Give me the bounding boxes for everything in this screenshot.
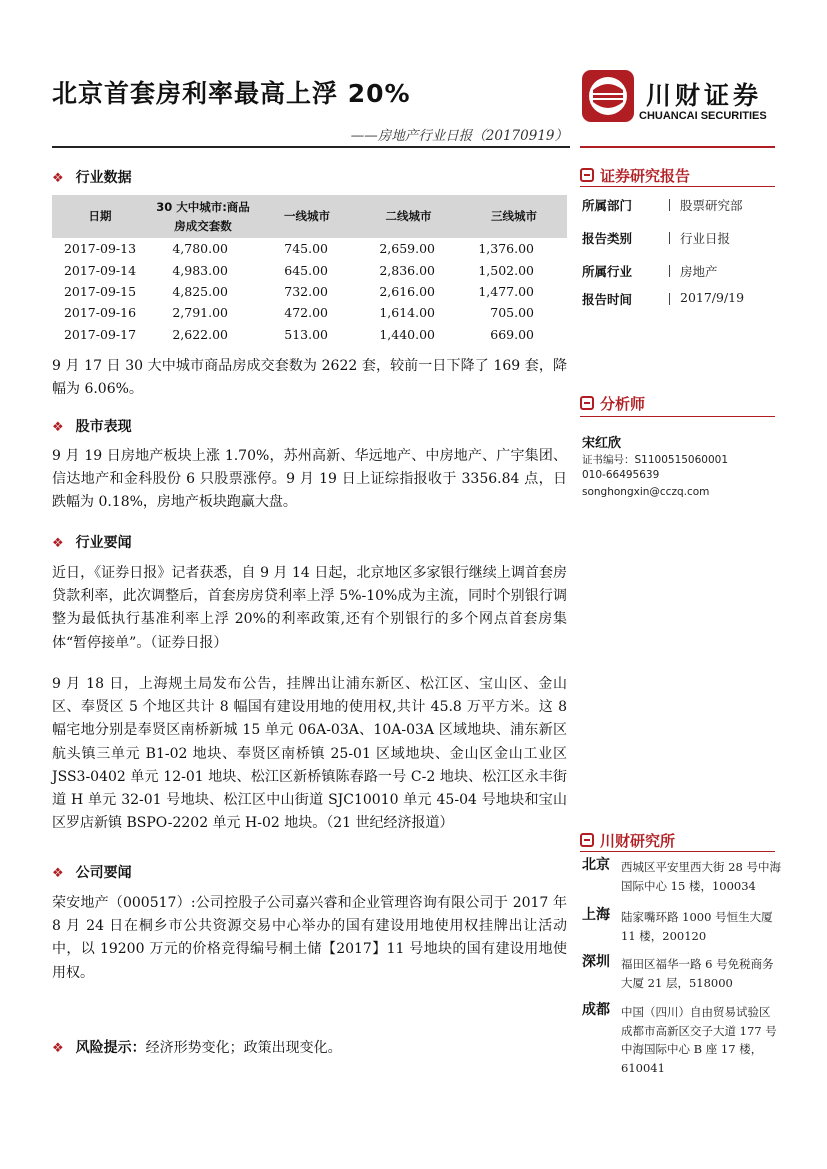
sidebar-analyst-heading xyxy=(580,393,645,414)
section-industry-news xyxy=(52,532,132,552)
cell-date: 2017-09-17 xyxy=(63,326,137,342)
sidebar-top-divider xyxy=(580,146,775,148)
diamond-bullet-icon: ❖ xyxy=(52,1041,64,1056)
brand-name: 川财证券 xyxy=(646,81,763,110)
info-separator xyxy=(669,199,670,211)
data-summary-paragraph: 9 月 17 日 30 大中城市商品房成交套数为 2622 套，较前一日下降了 169 套，降幅为 6.06%。 xyxy=(52,358,567,398)
office-city: 北京 xyxy=(582,857,610,873)
analyst-cert: 证书编号：S1100515060001 xyxy=(582,454,729,466)
sidebar-institute-heading xyxy=(580,830,675,851)
risk-label: 风险提示： xyxy=(75,1040,146,1056)
info-separator xyxy=(669,293,670,305)
cell-total: 2,791.00 xyxy=(172,305,228,321)
sidebar-divider xyxy=(580,186,775,187)
analyst-email: songhongxin@cczq.com xyxy=(582,486,710,498)
industry-news-paragraph-2: 9 月 18 日，上海规土局发布公告，挂牌出让浦东新区、松江区、宝山区、金山区、奉贤区 5 个地区共计 8 幅国有建设用地的使用权,共计 45.8 万平方米。这 8 幅宅地分别是奉贤区南桥新城 15 单元 06A-03A、10A-03A 区域地块、浦东新区航头镇三单元 B1-02 地块、奉贤区南桥镇 25-01 区域地块、金山区金山工业区 JSS3-0402 单元 12-01 地块、松江区新桥镇陈春路一号 C-2 地块、松江区永丰街道 H 单元 32-01 号地块、松江区中山街道 SJC10010 单元 45-04 号地块和宝山区罗店新镇 BSPO-2202 单元 H-02 地块。（21 世纪经济报道） xyxy=(52,676,567,832)
cell-total: 4,825.00 xyxy=(172,283,228,299)
section-stock-market xyxy=(52,416,132,436)
header-divider xyxy=(52,146,570,148)
cell-tier3: 669.00 xyxy=(490,326,534,342)
section-company-news xyxy=(52,862,132,882)
office-address: 陆家嘴环路 1000 号恒生大厦 11 楼，200120 xyxy=(621,910,773,943)
info-value: 2017/9/19 xyxy=(680,290,745,305)
info-label: 报告时间 xyxy=(582,292,633,307)
col-header-tier2: 二线城市 xyxy=(356,195,461,238)
col-header-tier3: 三线城市 xyxy=(461,195,567,238)
info-value: 房地产 xyxy=(680,264,718,279)
cell-tier3: 705.00 xyxy=(490,305,534,321)
report-icon xyxy=(580,168,594,182)
info-label: 所属行业 xyxy=(582,264,633,279)
analyst-icon xyxy=(580,396,594,410)
risk-text: 经济形势变化；政策出现变化。 xyxy=(145,1040,342,1056)
risk-warning xyxy=(52,1037,342,1057)
diamond-bullet-icon: ❖ xyxy=(52,420,64,435)
cell-tier3: 1,376.00 xyxy=(478,241,534,257)
diamond-bullet-icon: ❖ xyxy=(52,171,64,186)
cell-tier1: 513.00 xyxy=(284,326,328,342)
section-title: 公司要闻 xyxy=(75,865,132,881)
info-row-date xyxy=(580,290,775,310)
table-row xyxy=(52,281,567,302)
section-industry-data xyxy=(52,167,132,187)
sidebar-divider xyxy=(580,416,775,417)
sidebar-heading-text: 分析师 xyxy=(600,395,646,413)
analyst-phone: 010-66495639 xyxy=(582,469,660,481)
cell-total: 4,983.00 xyxy=(172,262,228,278)
sidebar-heading-text: 川财研究所 xyxy=(600,832,676,850)
section-title: 行业要闻 xyxy=(75,535,132,551)
table-row xyxy=(52,238,567,259)
info-label: 报告类别 xyxy=(582,231,633,246)
col-header-total: 30 大中城市:商品房成交套数 xyxy=(148,195,258,238)
col-header-date: 日期 xyxy=(52,195,148,238)
cell-date: 2017-09-16 xyxy=(63,305,137,321)
brand-logo xyxy=(582,70,768,130)
report-subtitle: ——房地产行业日报（20170919） xyxy=(350,128,568,144)
office-city: 成都 xyxy=(582,1002,610,1018)
info-row-category xyxy=(580,229,775,249)
office-address: 中国（四川）自由贸易试验区成都市高新区交子大道 177 号中海国际中心 B 座 17 楼，610041 xyxy=(621,1005,777,1075)
company-news-paragraph: 荣安地产（000517）:公司控股子公司嘉兴睿和企业管理咨询有限公司于 2017 年 8 月 24 日在桐乡市公共资源交易中心举办的国有建设用地使用权挂牌出让活动中，以 19200 万元的价格竞得编号桐土储【2017】11 号地块的国有建设用地使用权。 xyxy=(52,895,567,981)
info-separator xyxy=(669,232,670,244)
cell-tier1: 732.00 xyxy=(284,283,328,299)
industry-news-paragraph-1: 近日，《证券日报》记者获悉，自 9 月 14 日起，北京地区多家银行继续上调首套房贷款利率，此次调整后，首套房房贷利率上浮 5%-10%成为主流，同时个别银行调整为最低执行基准利率上浮 20%的利率政策,还有个别银行的多个网点首套房集体“暂停接单”。（证券日报） xyxy=(52,565,567,651)
info-value: 行业日报 xyxy=(680,231,731,246)
sidebar-heading-text: 证券研究报告 xyxy=(600,167,691,185)
sidebar-divider xyxy=(580,851,775,852)
stock-summary-paragraph: 9 月 19 日房地产板块上涨 1.70%，苏州高新、华远地产、中房地产、广宇集团、信达地产和金科股份 6 只股票涨停。9 月 19 日上证综指报收于 3356.84 点，日跌幅为 0.18%，房地产板块跑赢大盘。 xyxy=(52,448,567,511)
cell-tier2: 2,659.00 xyxy=(379,241,435,257)
table-row xyxy=(52,324,567,345)
analyst-name: 宋红欣 xyxy=(582,436,622,451)
cell-date: 2017-09-13 xyxy=(63,241,137,257)
institute-icon xyxy=(580,833,594,847)
office-address: 福田区福华一路 6 号免税商务大厦 21 层，518000 xyxy=(621,957,774,990)
brand-name-en: CHUANCAI SECURITIES xyxy=(639,110,767,122)
cell-tier1: 745.00 xyxy=(284,241,328,257)
office-city: 深圳 xyxy=(582,954,610,970)
report-title: 北京首套房利率最高上浮 20% xyxy=(52,79,411,108)
cell-tier1: 472.00 xyxy=(284,305,328,321)
cell-tier1: 645.00 xyxy=(284,262,328,278)
cell-tier3: 1,502.00 xyxy=(478,262,534,278)
cell-date: 2017-09-15 xyxy=(63,283,137,299)
info-label: 所属部门 xyxy=(582,198,633,213)
table-row xyxy=(52,259,567,280)
cell-tier2: 1,614.00 xyxy=(379,305,435,321)
office-city: 上海 xyxy=(582,907,610,923)
info-row-industry xyxy=(580,262,775,282)
sidebar-report-heading xyxy=(580,165,690,186)
diamond-bullet-icon: ❖ xyxy=(52,536,64,551)
chuancai-logo-icon xyxy=(582,70,634,122)
office-address: 西城区平安里西大街 28 号中海国际中心 15 楼，100034 xyxy=(621,860,781,893)
section-title: 股市表现 xyxy=(75,419,132,435)
col-header-tier1: 一线城市 xyxy=(258,195,356,238)
table-row xyxy=(52,302,567,323)
table-header-row xyxy=(52,195,567,238)
info-value: 股票研究部 xyxy=(680,198,743,213)
info-separator xyxy=(669,265,670,277)
industry-data-table xyxy=(52,195,567,345)
cell-total: 2,622.00 xyxy=(172,326,228,342)
cell-tier2: 1,440.00 xyxy=(379,326,435,342)
cell-tier3: 1,477.00 xyxy=(478,283,534,299)
section-title: 行业数据 xyxy=(75,170,132,186)
cell-total: 4,780.00 xyxy=(172,241,228,257)
diamond-bullet-icon: ❖ xyxy=(52,866,64,881)
cell-date: 2017-09-14 xyxy=(63,262,137,278)
cell-tier2: 2,836.00 xyxy=(379,262,435,278)
cell-tier2: 2,616.00 xyxy=(379,283,435,299)
info-row-department xyxy=(580,196,775,216)
